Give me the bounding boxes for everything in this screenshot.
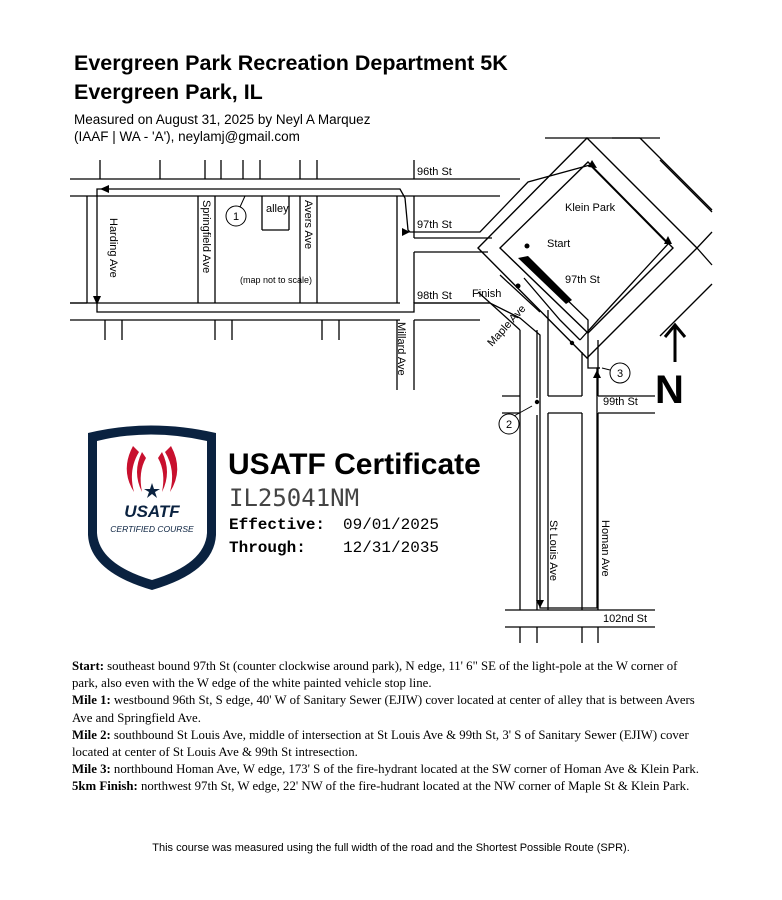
mile-marker-1: [226, 196, 246, 226]
mile1-description: Mile 1: westbound 96th St, S edge, 40' W of Sanitary Sewer (EJIW) cover located at center of alley that is between Avers Ave and Springfield Ave.: [72, 693, 695, 725]
svg-text:1: 1: [232, 211, 240, 223]
label-96th: 96th St: [417, 166, 452, 178]
contact-line: (IAAF | WA - 'A'), neylamj@gmail.com: [74, 129, 300, 144]
start-description: Start: southeast bound 97th St (counter clockwise around park), N edge, 11' 6" SE of the light-pole at the W corner of park, also even with the W edge of the white painted vehicle stop line.: [72, 659, 678, 691]
mile-marker-3: [602, 363, 630, 383]
measured-line: Measured on August 31, 2025 by Neyl A Marquez: [74, 112, 371, 127]
mile3-description: Mile 3: northbound Homan Ave, W edge, 173' S of the fire-hydrant located at the SW corner of Homan Ave & Klein Park.: [72, 762, 699, 777]
label-homan: Homan Ave: [599, 520, 611, 577]
page-subtitle: Evergreen Park, IL: [74, 80, 263, 104]
start-point: [525, 244, 530, 249]
label-st-louis: St Louis Ave: [547, 520, 559, 581]
svg-text:USATF: USATF: [124, 502, 180, 521]
label-97th-left: 97th St: [417, 219, 452, 231]
label-102nd: 102nd St: [603, 613, 648, 625]
through-date: 12/31/2035: [343, 539, 440, 557]
hydrant-point: [570, 341, 574, 345]
mile2-description: Mile 2: southbound St Louis Ave, middle of intersection at St Louis Ave & 99th St, 3' S of Sanitary Sewer (EJIW) cover located at center of St Louis Ave & 99th St intresection.: [72, 727, 689, 760]
footer-note: This course was measured using the full width of the road and the Shortest Possible Route (SPR).: [152, 842, 630, 854]
finish-description: 5km Finish: northwest 97th St, W edge, 22' NW of the fire-hudrant located at the NW corner of Maple St & Klein Park.: [72, 779, 690, 794]
north-arrow: [655, 325, 685, 412]
svg-text:CERTIFIED COURSE: CERTIFIED COURSE: [110, 524, 194, 534]
course-description: [72, 658, 702, 796]
label-98th: 98th St: [417, 290, 452, 302]
certificate-title: USATF Certificate: [228, 448, 481, 481]
mile-marker-2: [499, 406, 532, 434]
label-finish: Finish: [472, 288, 502, 300]
label-start: Start: [547, 238, 571, 250]
label-alley: alley: [266, 203, 289, 215]
label-springfield: Springfield Ave: [200, 200, 212, 274]
effective-date: 09/01/2025: [343, 516, 440, 534]
label-avers: Avers Ave: [302, 200, 314, 250]
label-maple: Maple Ave: [485, 302, 529, 350]
label-harding: Harding Ave: [107, 218, 119, 278]
effective-label: Effective:: [229, 516, 326, 534]
finish-point: [516, 284, 521, 289]
mile2-point: [535, 400, 539, 404]
label-97th-right: 97th St: [565, 274, 600, 286]
label-millard: Millard Ave: [395, 322, 407, 376]
label-99th: 99th St: [603, 396, 638, 408]
label-not-to-scale: (map not to scale): [240, 275, 313, 285]
svg-text:N: N: [655, 368, 684, 412]
through-label: Through:: [229, 539, 306, 557]
certificate-number: IL25041NM: [229, 484, 360, 512]
page-title: Evergreen Park Recreation Department 5K: [74, 51, 508, 75]
usatf-badge: [88, 426, 216, 591]
label-klein-park: Klein Park: [565, 202, 616, 214]
svg-text:2: 2: [505, 419, 513, 431]
svg-text:3: 3: [616, 368, 624, 380]
